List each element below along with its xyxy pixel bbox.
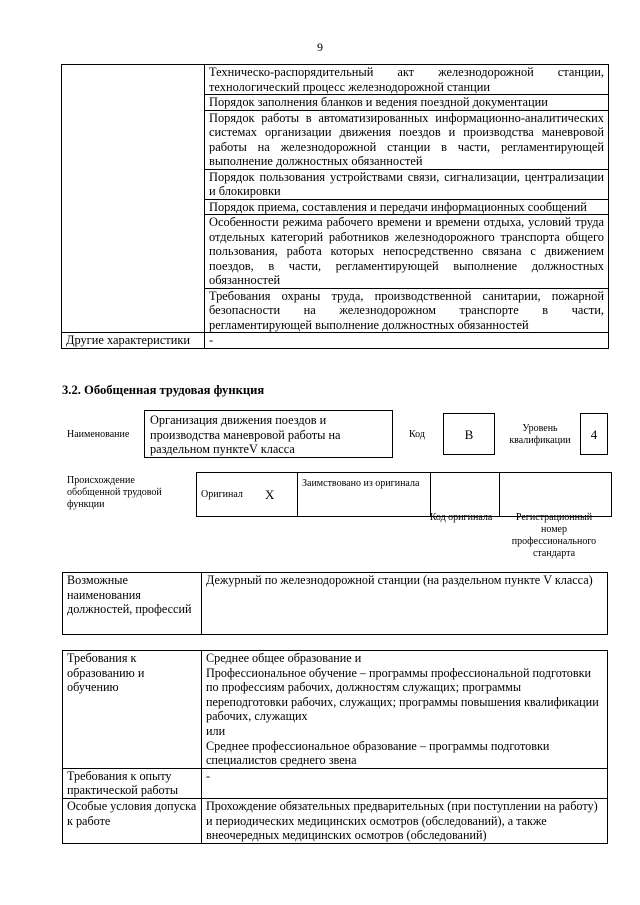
positions-label: Возможные наименования должностей, профессий: [63, 573, 202, 635]
positions-value: Дежурный по железнодорожной станции (на раздельном пункте V класса): [202, 573, 608, 635]
page-number: 9: [317, 40, 323, 54]
knowledge-item: Требования охраны труда, производственной санитарии, пожарной безопасности на железнодорожном транспорте в части, регламентирующей выполнение должностных обязанностей: [205, 288, 609, 333]
qualification-level-box: 4: [580, 413, 608, 455]
experience-value: -: [202, 768, 608, 798]
education-line: Среднее профессиональное образование – программы подготовки специалистов среднего звена: [206, 738, 550, 768]
registration-number-caption: Регистрационный номер профессионального стандарта: [511, 512, 597, 559]
code-label: Код: [409, 429, 425, 440]
knowledge-item: Порядок работы в автоматизированных информационно-аналитических системах организации движения поездов и производства маневровой работы на железнодорожной станции в части, регламентирующей выполнение должностных обязанностей: [205, 110, 609, 169]
function-code-box: В: [443, 413, 495, 455]
education-label: Требования к образованию и обучению: [63, 651, 202, 769]
name-label: Наименование: [67, 429, 130, 440]
knowledge-table: [61, 64, 609, 349]
experience-label: Требования к опыту практической работы: [63, 768, 202, 798]
education-line: Среднее общее образование и: [206, 651, 362, 665]
function-name-box: Организация движения поездов и производства маневровой работы на раздельном пунктеV класса: [144, 410, 393, 458]
section-title: 3.2. Обобщенная трудовая функция: [62, 383, 265, 397]
knowledge-item: Порядок пользования устройствами связи, сигнализации, централизации и блокировки: [205, 169, 609, 199]
education-line: Профессиональное обучение – программы профессиональной подготовки по профессиям рабочих, должностям служащих; программы переподготовки рабочих, служащих; программы повышения квалификации рабочих, служащих: [206, 665, 599, 724]
empty-label-cell: [62, 65, 205, 333]
knowledge-item: Особенности режима рабочего времени и времени отдыха, условий труда отдельных категорий работников железнодорожного транспорта общего пользования, работа которых непосредственно связана с движением поездов, в части, регламентирующей выполнение должностных обязанностей: [205, 215, 609, 289]
education-value: [202, 651, 608, 769]
origin-label: Происхождение обобщенной трудовой функции: [67, 475, 162, 510]
level-label: Уровень квалификации: [509, 423, 571, 446]
knowledge-item: Техническо-распорядительный акт железнодорожной станции, технологический процесс железнодорожной станции: [205, 65, 609, 95]
other-characteristics-label: Другие характеристики: [62, 333, 205, 349]
admission-value: Прохождение обязательных предварительных (при поступлении на работу) и периодических медицинских осмотров (обследований), а также внеочередных медицинских осмотров (обследований): [202, 798, 608, 843]
original-mark: Х: [261, 473, 298, 517]
education-line: или: [206, 723, 226, 738]
other-characteristics-value: -: [205, 333, 609, 349]
borrowed-label: Заимствовано из оригинала: [298, 473, 431, 517]
origin-table: [196, 472, 612, 517]
admission-label: Особые условия допуска к работе: [63, 798, 202, 843]
original-code-cell: [431, 473, 500, 517]
original-code-caption: Код оригинала: [429, 512, 493, 523]
positions-table: [62, 572, 608, 635]
registration-number-cell: [500, 473, 612, 517]
knowledge-item: Порядок заполнения бланков и ведения поездной документации: [205, 95, 609, 111]
original-label: Оригинал: [197, 473, 262, 517]
requirements-table: [62, 650, 608, 844]
knowledge-item: Порядок приема, составления и передачи информационных сообщений: [205, 199, 609, 215]
